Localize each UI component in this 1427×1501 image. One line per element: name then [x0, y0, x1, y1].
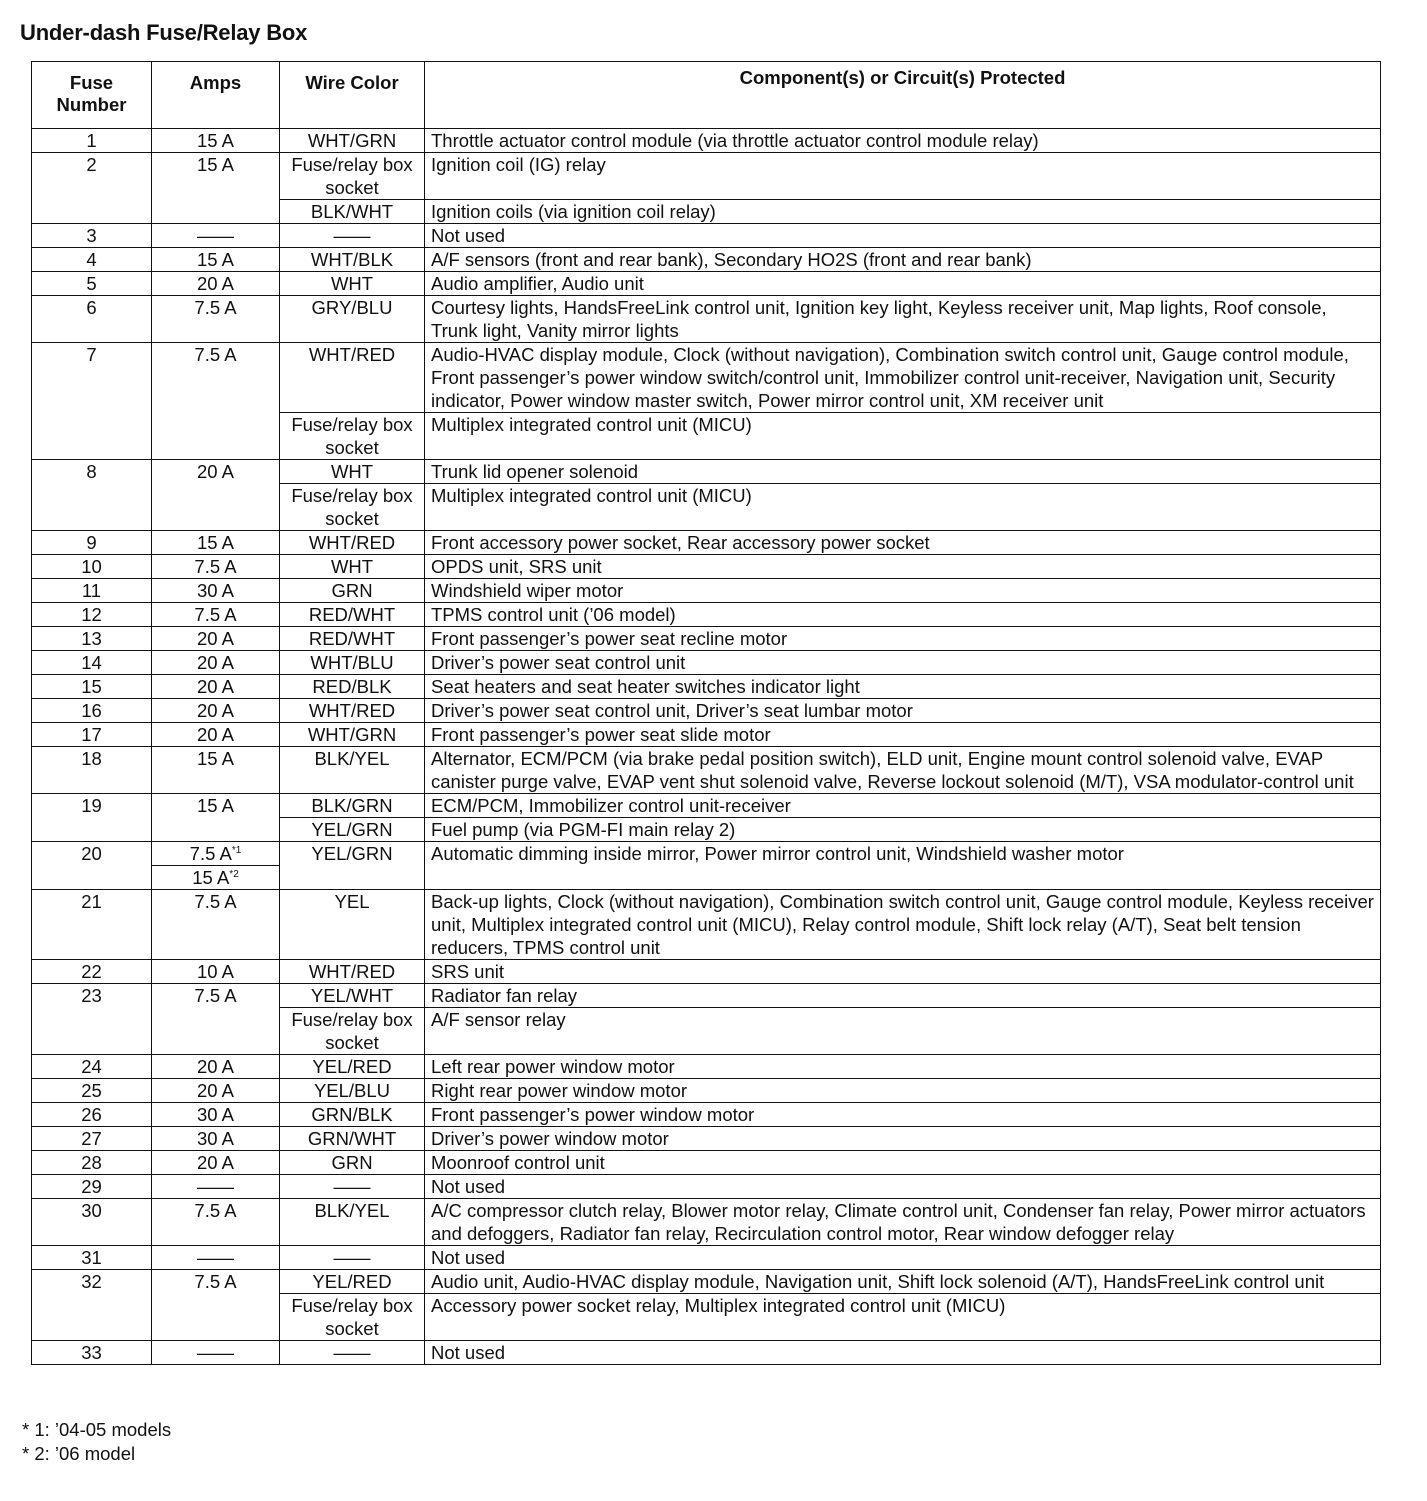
- components-protected: Audio-HVAC display module, Clock (without navigation), Combination switch control unit, Gauge control module, Front passenger’s power window switch/control unit, Immobilizer control unit-receiver, Navigation unit, Security indicator, Power window master switch, Power mirror control unit, XM receiver unit: [425, 343, 1381, 413]
- fuse-row: [32, 890, 1381, 960]
- fuse-row: [32, 651, 1381, 675]
- fuse-amps: 20 A: [152, 1055, 280, 1079]
- wire-color: YEL/RED: [280, 1055, 425, 1079]
- components-protected: TPMS control unit (’06 model): [425, 603, 1381, 627]
- wire-color: RED/BLK: [280, 675, 425, 699]
- components-protected: Multiplex integrated control unit (MICU): [425, 413, 1381, 460]
- fuse-number: 1: [32, 129, 152, 153]
- fuse-number: 13: [32, 627, 152, 651]
- fuse-number: 3: [32, 224, 152, 248]
- fuse-number: 16: [32, 699, 152, 723]
- components-protected: Not used: [425, 1246, 1381, 1270]
- wire-color: GRN: [280, 579, 425, 603]
- components-protected: Not used: [425, 1341, 1381, 1365]
- fuse-row: [32, 1341, 1381, 1365]
- components-protected: Throttle actuator control module (via throttle actuator control module relay): [425, 129, 1381, 153]
- wire-color: WHT: [280, 272, 425, 296]
- components-protected: Left rear power window motor: [425, 1055, 1381, 1079]
- components-protected: Not used: [425, 1175, 1381, 1199]
- components-protected: ECM/PCM, Immobilizer control unit-receiver: [425, 794, 1381, 818]
- wire-color: RED/WHT: [280, 603, 425, 627]
- fuse-row: [32, 296, 1381, 343]
- fuse-amps: 15 A: [152, 129, 280, 153]
- components-protected: Ignition coil (IG) relay: [425, 153, 1381, 200]
- fuse-number: 11: [32, 579, 152, 603]
- fuse-amps: 7.5 A: [152, 555, 280, 579]
- fuse-row: [32, 794, 1381, 818]
- fuse-row: [32, 555, 1381, 579]
- fuse-number: 17: [32, 723, 152, 747]
- footnote-ref: *2: [229, 868, 239, 880]
- fuse-row: [32, 343, 1381, 413]
- components-protected: Multiplex integrated control unit (MICU): [425, 484, 1381, 531]
- table-header-row: [32, 62, 1381, 129]
- header-wire-color: Wire Color: [280, 62, 425, 129]
- components-protected: Driver’s power seat control unit: [425, 651, 1381, 675]
- fuse-row: [32, 1055, 1381, 1079]
- fuse-number: 27: [32, 1127, 152, 1151]
- fuse-amps: 15 A: [152, 531, 280, 555]
- wire-color: WHT: [280, 460, 425, 484]
- fuse-amps: 7.5 A: [152, 1199, 280, 1246]
- wire-color: YEL/BLU: [280, 1079, 425, 1103]
- fuse-number: 9: [32, 531, 152, 555]
- components-protected: Moonroof control unit: [425, 1151, 1381, 1175]
- footnote-ref: *1: [231, 844, 242, 856]
- fuse-number: 23: [32, 984, 152, 1055]
- components-protected: Seat heaters and seat heater switches indicator light: [425, 675, 1381, 699]
- fuse-number: 29: [32, 1175, 152, 1199]
- wire-color: Fuse/relay box socket: [280, 1008, 425, 1055]
- fuse-amps: 7.5 A: [152, 890, 280, 960]
- fuse-number: 32: [32, 1270, 152, 1341]
- wire-color: ——: [280, 1341, 425, 1365]
- wire-color: WHT/RED: [280, 343, 425, 413]
- fuse-amps: [152, 842, 280, 890]
- fuse-number: 14: [32, 651, 152, 675]
- components-protected: OPDS unit, SRS unit: [425, 555, 1381, 579]
- fuse-amps: 20 A: [152, 723, 280, 747]
- components-protected: Front passenger’s power seat recline motor: [425, 627, 1381, 651]
- fuse-amps: 15 A: [152, 153, 280, 224]
- fuse-row: [32, 1199, 1381, 1246]
- wire-color: Fuse/relay box socket: [280, 1294, 425, 1341]
- fuse-amps: 20 A: [152, 627, 280, 651]
- header-amps: Amps: [152, 62, 280, 129]
- fuse-amps: 30 A: [152, 579, 280, 603]
- footnotes: [22, 1418, 171, 1466]
- fuse-number: 25: [32, 1079, 152, 1103]
- fuse-number: 24: [32, 1055, 152, 1079]
- fuse-number: 26: [32, 1103, 152, 1127]
- fuse-row: [32, 1127, 1381, 1151]
- fuse-number: 10: [32, 555, 152, 579]
- components-protected: Driver’s power window motor: [425, 1127, 1381, 1151]
- fuse-number: 20: [32, 842, 152, 890]
- wire-color: YEL/GRN: [280, 842, 425, 890]
- fuse-row: [32, 960, 1381, 984]
- fuse-row: [32, 272, 1381, 296]
- fuse-number: 22: [32, 960, 152, 984]
- fuse-amps: 15 A: [152, 794, 280, 842]
- wire-color: RED/WHT: [280, 627, 425, 651]
- wire-color: BLK/WHT: [280, 200, 425, 224]
- fuse-amps: 20 A: [152, 651, 280, 675]
- components-protected: Driver’s power seat control unit, Driver’s seat lumbar motor: [425, 699, 1381, 723]
- wire-color: WHT/BLK: [280, 248, 425, 272]
- fuse-number: 30: [32, 1199, 152, 1246]
- fuse-amps: ——: [152, 224, 280, 248]
- fuse-row: [32, 224, 1381, 248]
- fuse-amps: 30 A: [152, 1103, 280, 1127]
- fuse-number: 18: [32, 747, 152, 794]
- fuse-number: 7: [32, 343, 152, 460]
- fuse-amps: 7.5 A: [152, 984, 280, 1055]
- components-protected: Automatic dimming inside mirror, Power mirror control unit, Windshield washer motor: [425, 842, 1381, 890]
- fuse-table: [31, 61, 1381, 1365]
- wire-color: ——: [280, 1175, 425, 1199]
- fuse-number: 5: [32, 272, 152, 296]
- fuse-number: 2: [32, 153, 152, 224]
- fuse-amps: 20 A: [152, 1079, 280, 1103]
- components-protected: Trunk lid opener solenoid: [425, 460, 1381, 484]
- fuse-row: [32, 747, 1381, 794]
- wire-color: GRN/BLK: [280, 1103, 425, 1127]
- wire-color: GRY/BLU: [280, 296, 425, 343]
- fuse-row: [32, 129, 1381, 153]
- fuse-number: 28: [32, 1151, 152, 1175]
- wire-color: YEL/RED: [280, 1270, 425, 1294]
- fuse-amps: 20 A: [152, 1151, 280, 1175]
- fuse-amps: 15 A: [152, 248, 280, 272]
- components-protected: Not used: [425, 224, 1381, 248]
- fuse-number: 4: [32, 248, 152, 272]
- fuse-row: [32, 699, 1381, 723]
- wire-color: WHT: [280, 555, 425, 579]
- fuse-row: [32, 1246, 1381, 1270]
- fuse-amps: 20 A: [152, 272, 280, 296]
- wire-color: YEL/WHT: [280, 984, 425, 1008]
- fuse-amps: 10 A: [152, 960, 280, 984]
- fuse-amps: 30 A: [152, 1127, 280, 1151]
- components-protected: A/F sensors (front and rear bank), Secondary HO2S (front and rear bank): [425, 248, 1381, 272]
- fuse-number: 31: [32, 1246, 152, 1270]
- fuse-row: [32, 248, 1381, 272]
- fuse-row: [32, 1270, 1381, 1294]
- fuse-number: 6: [32, 296, 152, 343]
- fuse-row: [32, 842, 1381, 890]
- components-protected: Windshield wiper motor: [425, 579, 1381, 603]
- fuse-amps: 20 A: [152, 460, 280, 531]
- fuse-number: 21: [32, 890, 152, 960]
- header-components: Component(s) or Circuit(s) Protected: [425, 62, 1381, 129]
- wire-color: WHT/BLU: [280, 651, 425, 675]
- components-protected: Audio unit, Audio-HVAC display module, Navigation unit, Shift lock solenoid (A/T), HandsFreeLink control unit: [425, 1270, 1381, 1294]
- components-protected: Front accessory power socket, Rear accessory power socket: [425, 531, 1381, 555]
- fuse-row: [32, 627, 1381, 651]
- fuse-amps: ——: [152, 1175, 280, 1199]
- components-protected: Alternator, ECM/PCM (via brake pedal position switch), ELD unit, Engine mount control solenoid valve, EVAP canister purge valve, EVAP vent shut solenoid valve, Reverse lockout solenoid (M/T), VSA modulator-control unit: [425, 747, 1381, 794]
- components-protected: Fuel pump (via PGM-FI main relay 2): [425, 818, 1381, 842]
- wire-color: Fuse/relay box socket: [280, 413, 425, 460]
- fuse-amps: ——: [152, 1341, 280, 1365]
- fuse-amps: 7.5 A: [152, 343, 280, 460]
- components-protected: Front passenger’s power seat slide motor: [425, 723, 1381, 747]
- components-protected: A/F sensor relay: [425, 1008, 1381, 1055]
- footnote-1: * 1: ’04-05 models: [22, 1419, 172, 1440]
- footnote-2: * 2: ’06 model: [22, 1443, 136, 1464]
- fuse-table-body: [32, 129, 1381, 1365]
- components-protected: Front passenger’s power window motor: [425, 1103, 1381, 1127]
- wire-color: WHT/RED: [280, 531, 425, 555]
- components-protected: Radiator fan relay: [425, 984, 1381, 1008]
- wire-color: WHT/RED: [280, 960, 425, 984]
- wire-color: GRN/WHT: [280, 1127, 425, 1151]
- fuse-row: [32, 1175, 1381, 1199]
- wire-color: YEL: [280, 890, 425, 960]
- wire-color: WHT/RED: [280, 699, 425, 723]
- wire-color: WHT/GRN: [280, 129, 425, 153]
- fuse-row: [32, 531, 1381, 555]
- components-protected: Accessory power socket relay, Multiplex integrated control unit (MICU): [425, 1294, 1381, 1341]
- wire-color: BLK/YEL: [280, 747, 425, 794]
- fuse-row: [32, 1151, 1381, 1175]
- fuse-number: 12: [32, 603, 152, 627]
- page-title: Under-dash Fuse/Relay Box: [20, 20, 308, 45]
- fuse-amps: 20 A: [152, 699, 280, 723]
- fuse-row: [32, 984, 1381, 1008]
- wire-color: WHT/GRN: [280, 723, 425, 747]
- fuse-row: [32, 675, 1381, 699]
- wire-color: ——: [280, 224, 425, 248]
- fuse-number: 15: [32, 675, 152, 699]
- wire-color: Fuse/relay box socket: [280, 153, 425, 200]
- fuse-amps: 7.5 A: [152, 1270, 280, 1341]
- header-fuse-number: Fuse Number: [32, 62, 152, 129]
- amps-value: 7.5 A: [189, 843, 232, 864]
- wire-color: Fuse/relay box socket: [280, 484, 425, 531]
- amps-alt-value: 15 A: [192, 867, 230, 888]
- fuse-row: [32, 153, 1381, 200]
- wire-color: GRN: [280, 1151, 425, 1175]
- fuse-row: [32, 603, 1381, 627]
- fuse-row: [32, 1079, 1381, 1103]
- fuse-row: [32, 579, 1381, 603]
- fuse-amps: 7.5 A: [152, 603, 280, 627]
- wire-color: ——: [280, 1246, 425, 1270]
- fuse-row: [32, 460, 1381, 484]
- wire-color: BLK/GRN: [280, 794, 425, 818]
- components-protected: SRS unit: [425, 960, 1381, 984]
- wire-color: BLK/YEL: [280, 1199, 425, 1246]
- fuse-amps: 7.5 A: [152, 296, 280, 343]
- components-protected: A/C compressor clutch relay, Blower motor relay, Climate control unit, Condenser fan relay, Power mirror actuators and defoggers, Radiator fan relay, Recirculation control motor, Rear window defogger relay: [425, 1199, 1381, 1246]
- fuse-amps: 20 A: [152, 675, 280, 699]
- fuse-amps: ——: [152, 1246, 280, 1270]
- components-protected: Back-up lights, Clock (without navigation), Combination switch control unit, Gauge control module, Keyless receiver unit, Multiplex integrated control unit (MICU), Relay control module, Shift lock relay (A/T), Seat belt tension reducers, TPMS control unit: [425, 890, 1381, 960]
- fuse-number: 8: [32, 460, 152, 531]
- fuse-row: [32, 1103, 1381, 1127]
- components-protected: Courtesy lights, HandsFreeLink control unit, Ignition key light, Keyless receiver unit, Map lights, Roof console, Trunk light, Vanity mirror lights: [425, 296, 1381, 343]
- fuse-amps: 15 A: [152, 747, 280, 794]
- components-protected: Right rear power window motor: [425, 1079, 1381, 1103]
- fuse-row: [32, 723, 1381, 747]
- wire-color: YEL/GRN: [280, 818, 425, 842]
- components-protected: Audio amplifier, Audio unit: [425, 272, 1381, 296]
- fuse-number: 33: [32, 1341, 152, 1365]
- fuse-number: 19: [32, 794, 152, 842]
- components-protected: Ignition coils (via ignition coil relay): [425, 200, 1381, 224]
